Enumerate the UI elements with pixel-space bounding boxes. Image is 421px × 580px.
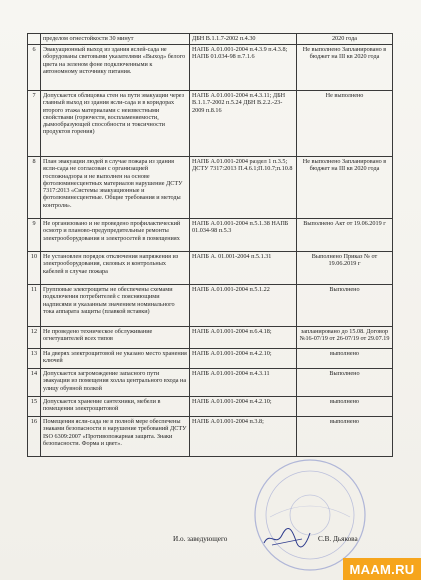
- table-row: [28, 285, 393, 327]
- regulation-reference: НАПБ А.01.001-2004 п.5.1.38 НАПБ 01.034-98 п.5.3: [190, 219, 297, 252]
- violation-description: План эвакуации людей в случае пожара из здания ясли-сада не согласован с организацией госпожнадзора и не выполнен на основе фотолюминесцентных материалов нарушение ДСТУ 7317:2013 «Системы эвакуационные и фотолюминесцентные. Общие требования и методы контроля».: [41, 157, 190, 219]
- row-number: 12: [28, 327, 41, 349]
- signatory-position: И.о. заведующего: [173, 535, 228, 543]
- table-row: [28, 91, 393, 157]
- row-number: 15: [28, 397, 41, 417]
- table-row: [28, 45, 393, 91]
- maam-watermark-logo: MAAM.RU: [343, 558, 421, 580]
- status-note: Выполнено: [297, 369, 393, 397]
- round-stamp: [250, 455, 370, 575]
- row-number: 6: [28, 45, 41, 91]
- inspection-table: [27, 33, 393, 457]
- table-row: [28, 327, 393, 349]
- regulation-reference: НАПБ А.01.001-2004 п.4.2.10;: [190, 397, 297, 417]
- status-note: Выполнено: [297, 285, 393, 327]
- status-note: Выполнено Приказ № от 19.06.2019 г: [297, 252, 393, 285]
- status-note: Не выполнено Запланировано в бюджет на III кв 2020 года: [297, 157, 393, 219]
- violation-description: На дверях электрощитовой не указано место хранения ключей: [41, 349, 190, 369]
- regulation-reference: ДБН В.1.1.7-2002 п.4.30: [190, 34, 297, 45]
- violation-description: Допускается облицовка стен на пути эвакуации через главный выход из здания ясли-сада и в коридорах второго этажа материалами с неизвестными свойствами (горючести, воспламеняемости, дымообразующей способности и токсичности продуктов горения): [41, 91, 190, 157]
- violation-description: Допускается хранение сантехники, мебели в помещении электрощитовой: [41, 397, 190, 417]
- table-row: [28, 34, 393, 45]
- regulation-reference: НАПБ А.01.001-2004 п.4.3.9 п.4.3.8; НАПБ 01.034-98 п.7.1.6: [190, 45, 297, 91]
- table-row: [28, 157, 393, 219]
- regulation-reference: НАПБ А.01.001-2004 раздел 1 п.3.5; ДСТУ 7317:2013 П.4.6.1;П.10.7;п.10.8: [190, 157, 297, 219]
- status-note: Не выполнено: [297, 91, 393, 157]
- violation-description: Не организовано и не проведено профилактический осмотр и планово-предупредительные ремонты электрооборудования и электросетей в помещениях: [41, 219, 190, 252]
- row-number: 14: [28, 369, 41, 397]
- table-row: [28, 369, 393, 397]
- regulation-reference: НАПБ А.01.001-2004 п.3.8;: [190, 417, 297, 457]
- row-number: 7: [28, 91, 41, 157]
- regulation-reference: НАПБ А.01.001-2004 п.5.1.22: [190, 285, 297, 327]
- handwritten-signature: [262, 527, 312, 549]
- table-row: [28, 219, 393, 252]
- violation-description: Не установлен порядок отключения напряжения из электрооборудования, силовых и контрольных кабелей в случае пожара: [41, 252, 190, 285]
- status-note: выполнено: [297, 397, 393, 417]
- violation-description: Помещения ясли-сада не в полной мере обеспечены знаками безопасности в нарушение требований ДСТУ ISO 6309:2007 «Противопожарная защита. Знаки безопасности. Форма и цвет».: [41, 417, 190, 457]
- status-note: Выполнено Акт от 19.06.2019 г: [297, 219, 393, 252]
- row-number: 9: [28, 219, 41, 252]
- table-row: [28, 397, 393, 417]
- status-note: запланировано до 15.08. Договор №16-07/19 от 26-07/19 от 29.07.19: [297, 327, 393, 349]
- table-row: [28, 349, 393, 369]
- signatory-name: С.В. Дьякова: [318, 535, 358, 543]
- status-note: выполнено: [297, 417, 393, 457]
- regulation-reference: НАПБ А. 01.001-2004 п.5.1.31: [190, 252, 297, 285]
- row-number: 10: [28, 252, 41, 285]
- regulation-reference: НАПБ А.01.001-2004 п.4.3.11; ДБН В.1.1.7-2002 п.5.24 ДБН В.2.2.-23-2009 п.8.16: [190, 91, 297, 157]
- violation-description: пределом огнестойкости 30 минут: [41, 34, 190, 45]
- violation-description: Эвакуационный выход из здания яслей-сада не оборудованы световыми указателями «Выход» белого цвета на зеленом фоне подключенными к автономному источнику питания.: [41, 45, 190, 91]
- regulation-reference: НАПБ А.01.001-2004 п.4.2.10;: [190, 349, 297, 369]
- status-note: выполнено: [297, 349, 393, 369]
- table-row: [28, 252, 393, 285]
- row-number: 13: [28, 349, 41, 369]
- violation-description: Групповые электрощиты не обеспечены схемами подключения потребителей с поясняющими надписями и указанным значением номинального тока аппарата защиты (плавкой вставки): [41, 285, 190, 327]
- row-number: [28, 34, 41, 45]
- violation-description: Допускается загромождение запасного пути эвакуации из помещения холла центрального входа на улицу обувной полкой: [41, 369, 190, 397]
- table-row: [28, 417, 393, 457]
- status-note: 2020 года: [297, 34, 393, 45]
- row-number: 16: [28, 417, 41, 457]
- row-number: 11: [28, 285, 41, 327]
- regulation-reference: НАПБ А.01.001-2004 п.6.4.18;: [190, 327, 297, 349]
- regulation-reference: НАПБ А.01.001-2004 п.4.3.11: [190, 369, 297, 397]
- status-note: Не выполнено Запланировано в бюджет на III кв 2020 года: [297, 45, 393, 91]
- row-number: 8: [28, 157, 41, 219]
- violation-description: Не проведено техническое обслуживание огнетушителей всех типов: [41, 327, 190, 349]
